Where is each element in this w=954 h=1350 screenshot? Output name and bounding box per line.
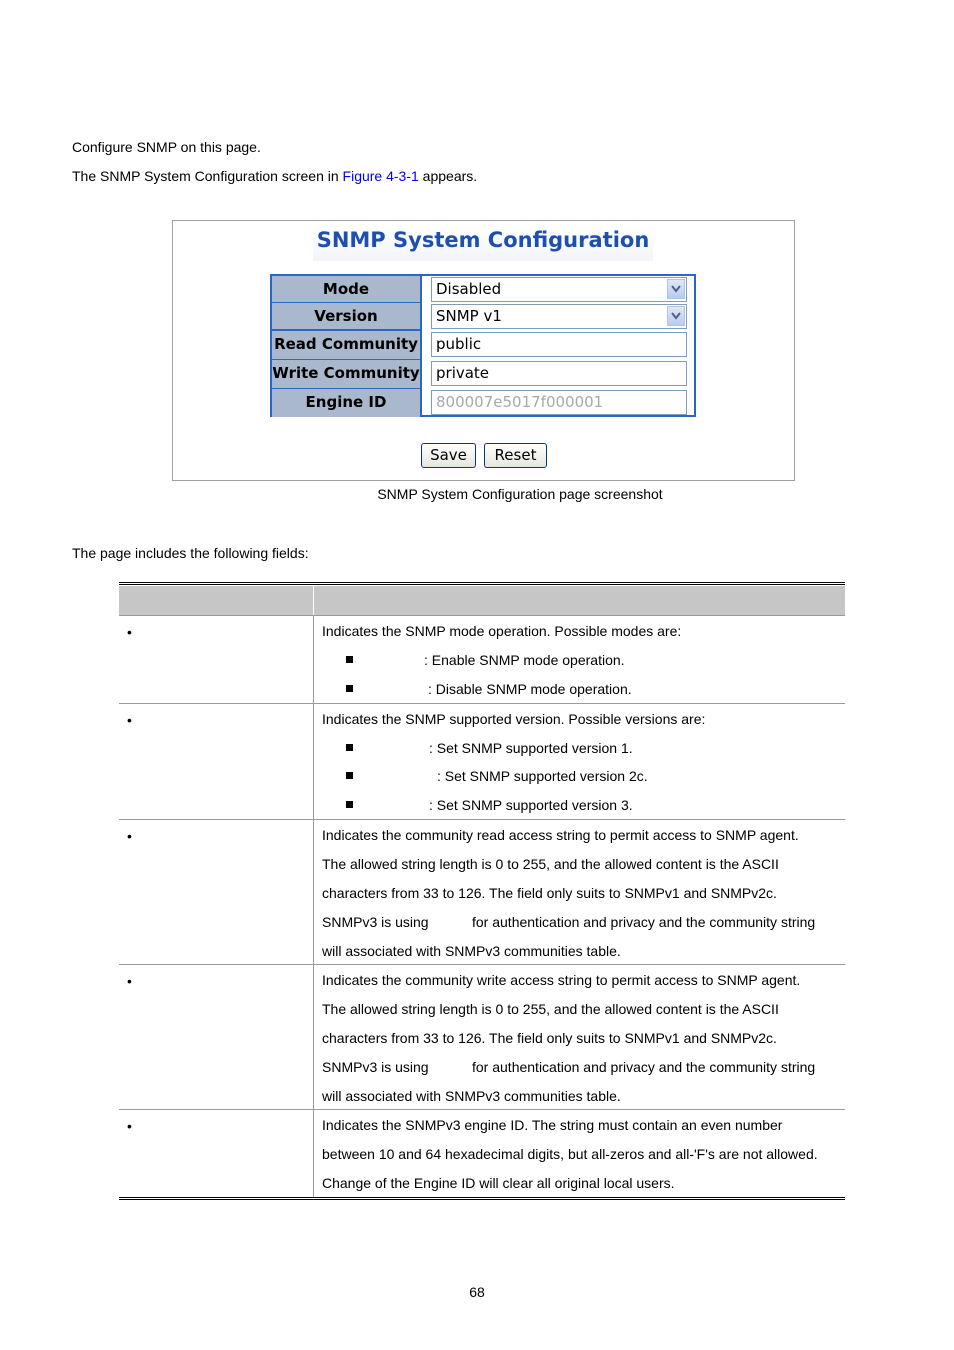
write-community-input[interactable]: private [431,361,687,386]
engine-id-label: Engine ID [272,389,422,417]
desc-line: Indicates the community write access string to permit access to SNMP agent. [322,972,801,988]
table-top-rule [119,582,845,583]
table-row [119,1109,845,1198]
square-bullet-icon [346,772,353,779]
option-line: : Set SNMP supported version 3. [429,797,633,813]
table-bottom-rule-inner [119,1199,845,1200]
option-line: : Enable SNMP mode operation. [424,652,625,668]
config-row-mode [272,276,694,304]
desc-line: SNMPv3 is using [322,914,429,930]
header-divider [313,586,314,615]
table-row [119,615,845,704]
table-row [119,819,845,965]
desc-line: between 10 and 64 hexadecimal digits, but all-zeros and all-'F's are not allowed. [322,1146,818,1162]
config-row-engine-id [272,389,694,417]
square-bullet-icon [346,656,353,663]
column-divider [313,704,314,820]
desc-line: Indicates the community read access string to permit access to SNMP agent. [322,827,799,843]
desc-line: Indicates the SNMPv3 engine ID. The string must contain an even number [322,1117,783,1133]
engine-id-input[interactable]: 800007e5017f000001 [431,390,687,415]
square-bullet-icon [346,744,353,751]
table-bottom-rule [119,1197,845,1198]
version-select-value: SNMP v1 [436,307,502,325]
desc-line: The allowed string length is 0 to 255, and the allowed content is the ASCII [322,856,779,872]
figure-link[interactable]: Figure 4-3-1 [342,168,419,184]
field-description-table [119,582,845,1200]
fields-intro: The page includes the following fields: [72,545,309,561]
square-bullet-icon [346,801,353,808]
column-divider [313,820,314,965]
square-bullet-icon [346,685,353,692]
intro-line-2-prefix: The SNMP System Configuration screen in [72,168,343,184]
read-community-input[interactable]: public [431,332,687,357]
table-row [119,964,845,1110]
desc-line: characters from 33 to 126. The field only suits to SNMPv1 and SNMPv2c. [322,885,777,901]
intro-line-1: Configure SNMP on this page. [72,139,261,155]
mode-select[interactable] [431,277,687,302]
snmp-config-title: SNMP System Configuration [313,225,653,261]
column-divider [313,1110,314,1198]
desc-line: for authentication and privacy and the community string [472,1059,816,1075]
config-row-read-community [272,331,694,359]
table-header-row [119,586,845,615]
desc-line: Indicates the SNMP supported version. Possible versions are: [322,711,706,727]
desc-line: Indicates the SNMP mode operation. Possible modes are: [322,623,682,639]
version-select[interactable] [431,304,687,329]
desc-line: characters from 33 to 126. The field only suits to SNMPv1 and SNMPv2c. [322,1030,777,1046]
desc-line: will associated with SNMPv3 communities table. [322,1088,621,1104]
config-row-version [272,303,694,331]
mode-select-value: Disabled [436,280,502,298]
snmp-config-table [270,274,696,417]
column-divider [313,965,314,1110]
desc-line: SNMPv3 is using [322,1059,429,1075]
bullet: • [127,712,132,728]
desc-line: The allowed string length is 0 to 255, and the allowed content is the ASCII [322,1001,779,1017]
chevron-down-icon[interactable] [667,279,685,299]
desc-line: will associated with SNMPv3 communities table. [322,943,621,959]
figure-frame [172,220,795,481]
bullet: • [127,624,132,640]
chevron-down-icon[interactable] [667,306,685,326]
write-community-label: Write Community [272,360,422,390]
figure-caption: SNMP System Configuration page screenshot [377,486,663,502]
table-row [119,703,845,820]
config-row-write-community [272,360,694,388]
desc-line: for authentication and privacy and the community string [472,914,816,930]
option-line: : Disable SNMP mode operation. [428,681,632,697]
desc-line: Change of the Engine ID will clear all original local users. [322,1175,675,1191]
bullet: • [127,973,132,989]
intro-line-2-suffix: appears. [418,168,478,184]
page-number: 68 [469,1284,485,1300]
intro-line-2 [72,167,477,185]
reset-button[interactable]: Reset [484,443,547,468]
bullet: • [127,1118,132,1134]
column-divider [313,616,314,704]
read-community-label: Read Community [272,331,422,361]
option-line: : Set SNMP supported version 2c. [437,768,648,784]
bullet: • [127,828,132,844]
version-label: Version [272,303,422,331]
mode-label: Mode [272,276,422,304]
save-button[interactable]: Save [421,443,476,468]
option-line: : Set SNMP supported version 1. [429,740,633,756]
table-top-rule-inner [119,584,845,585]
